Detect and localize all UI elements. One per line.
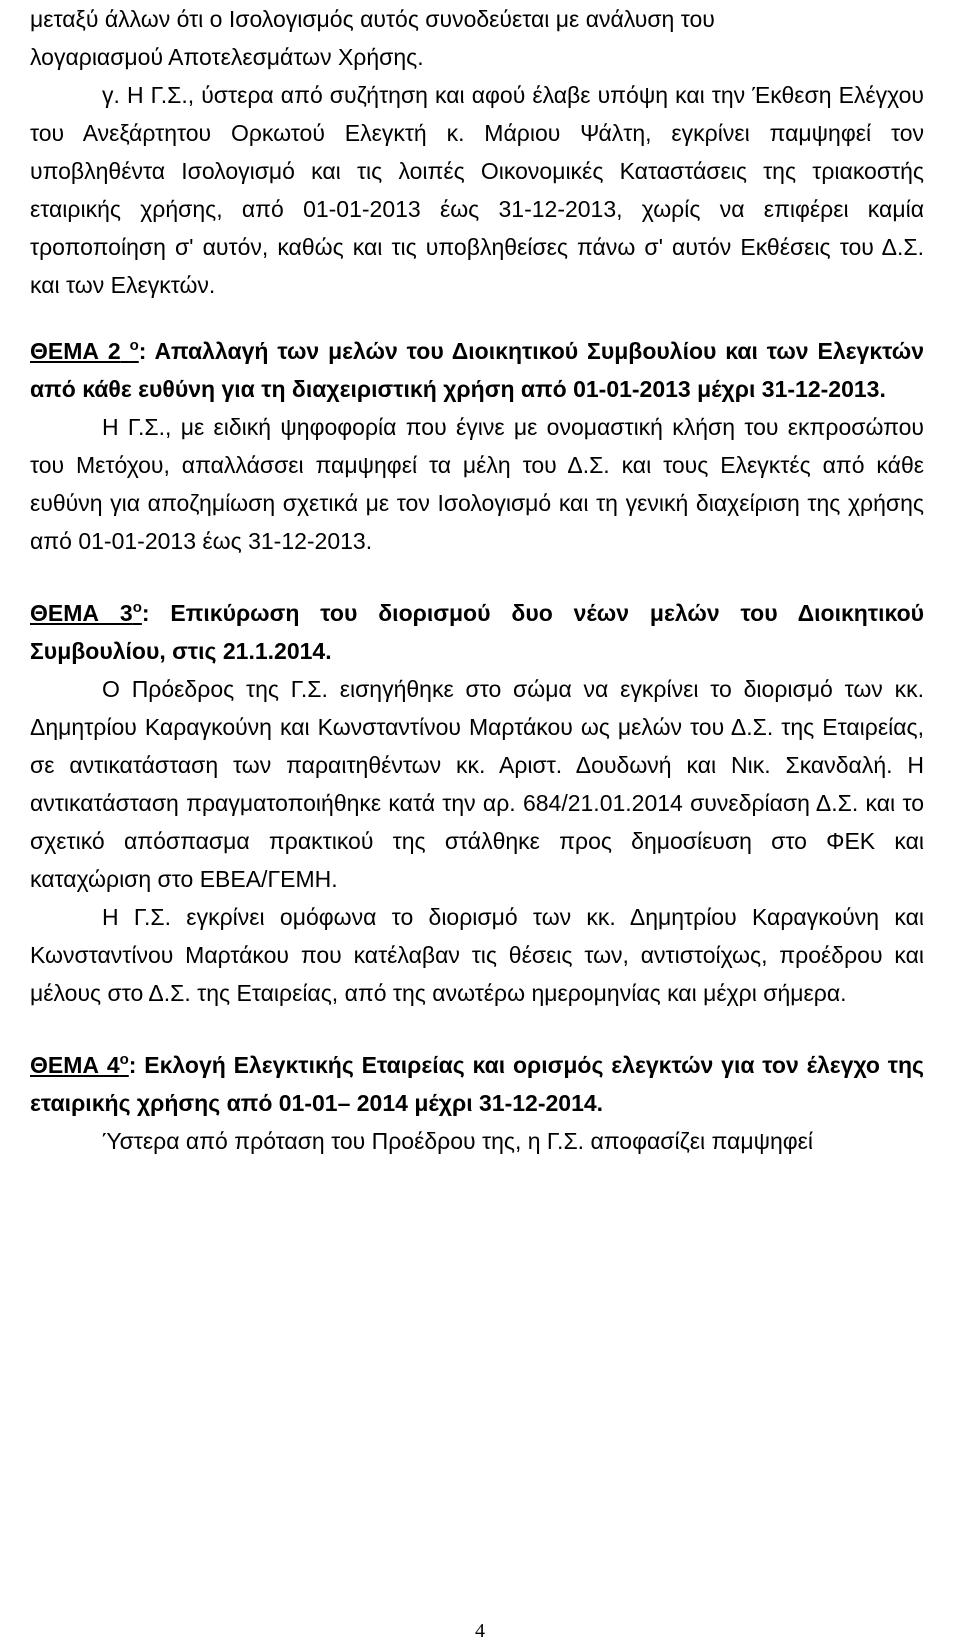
intro-paragraph (30, 0, 924, 76)
theme-2-heading (30, 332, 924, 408)
theme-4-heading (30, 1046, 924, 1122)
intro-line-2: λογαριασμού Αποτελεσμάτων Χρήσης. (30, 44, 424, 70)
theme-3-sup: ο (132, 599, 142, 616)
theme-3-body-2: Η Γ.Σ. εγκρίνει ομόφωνα το διορισμό των κκ. Δημητρίου Καραγκούνη και Κωνσταντίνου Μαρτάκου που κατέλαβαν τις θέσεις των, αντιστοίχως, προέδρου και μέλους στο Δ.Σ. της Εταιρείας, από της ανωτέρω ημερομηνίας και μέχρι σήμερα. (30, 904, 924, 1006)
theme-3-label: ΘΕΜΑ $3^o$ (30, 599, 142, 626)
theme-3-title: : Επικύρωση του διορισμού δυο νέων μελών του Διοικητικού Συμβουλίου, στις 21.1.2014. (30, 600, 925, 664)
theme-2-title: : Απαλλαγή των μελών του Διοικητικού Συμβουλίου και των Ελεγκτών από κάθε ευθύνη για τη διαχειριστική χρήση από 01-01-2013 μέχρι 31-12-2013. (30, 338, 924, 402)
theme-2-label: ΘΕΜΑ 2 $^o$ (30, 337, 139, 364)
item-c-paragraph: γ. Η Γ.Σ., ύστερα από συζήτηση και αφού έλαβε υπόψη και την Έκθεση Ελέγχου του Ανεξάρτητου Ορκωτού Ελεγκτή κ. Μάριου Ψάλτη, εγκρίνει παμψηφεί τον υποβληθέντα Ισολογισμό και τις λοιπές Οικονομικές Καταστάσεις της τριακοστής εταιρικής χρήσης, από 01-01-2013 έως 31-12-2013, χωρίς να επιφέρει καμία τροποποίηση σ' αυτόν, καθώς και τις υποβληθείσες πάνω σ' αυτόν Εκθέσεις του Δ.Σ. και των Ελεγκτών. (30, 82, 924, 298)
intro-line-1: μεταξύ άλλων ότι ο Ισολογισμός αυτός συνοδεύεται με ανάλυση του (30, 6, 715, 32)
theme-4-body: Ύστερα από πρόταση του Προέδρου της, η Γ.Σ. αποφασίζει παμψηφεί (102, 1128, 814, 1154)
theme-4-title: : Εκλογή Ελεγκτικής Εταιρείας και ορισμός ελεγκτών για τον έλεγχο της εταιρικής χρήσης από 01-01– 2014 μέχρι 31-12-2014. (30, 1052, 924, 1116)
page-number: 4 (475, 1620, 485, 1642)
theme-4-label: ΘΕΜΑ $4^o$ (30, 1051, 129, 1078)
spacer (30, 304, 924, 332)
theme-2-body: Η Γ.Σ., με ειδική ψηφοφορία που έγινε με ονομαστική κλήση του εκπροσώπου του Μετόχου, απαλλάσσει παμψηφεί τα μέλη του Δ.Σ. και τους Ελεγκτές από κάθε ευθύνη για αποζημίωση σχετικά με τον Ισολογισμό και τη γενική διαχείριση της χρήσης από 01-01-2013 έως 31-12-2013. (30, 414, 924, 554)
theme-2-sup: ο (129, 337, 139, 354)
page-content (30, 0, 924, 1160)
theme-3-body-1: Ο Πρόεδρος της Γ.Σ. εισηγήθηκε στο σώμα να εγκρίνει το διορισμό των κκ. Δημητρίου Καραγκούνη και Κωνσταντίνου Μαρτάκου ως μελών του Δ.Σ. της Εταιρείας, σε αντικατάσταση των παραιτηθέντων κκ. Αριστ. Δουδωνή και Νικ. Σκανδαλή. Η αντικατάσταση πραγματοποιήθηκε κατά την αρ. 684/21.01.2014 συνεδρίαση Δ.Σ. και το σχετικό απόσπασμα πρακτικού της στάλθηκε προς δημοσίευση στο ΦΕΚ και καταχώριση στο ΕΒΕΑ/ΓΕΜΗ. (30, 676, 924, 892)
spacer (30, 1012, 924, 1046)
spacer (30, 560, 924, 594)
theme-4-sup: ο (119, 1051, 129, 1068)
theme-3-heading (30, 594, 924, 670)
